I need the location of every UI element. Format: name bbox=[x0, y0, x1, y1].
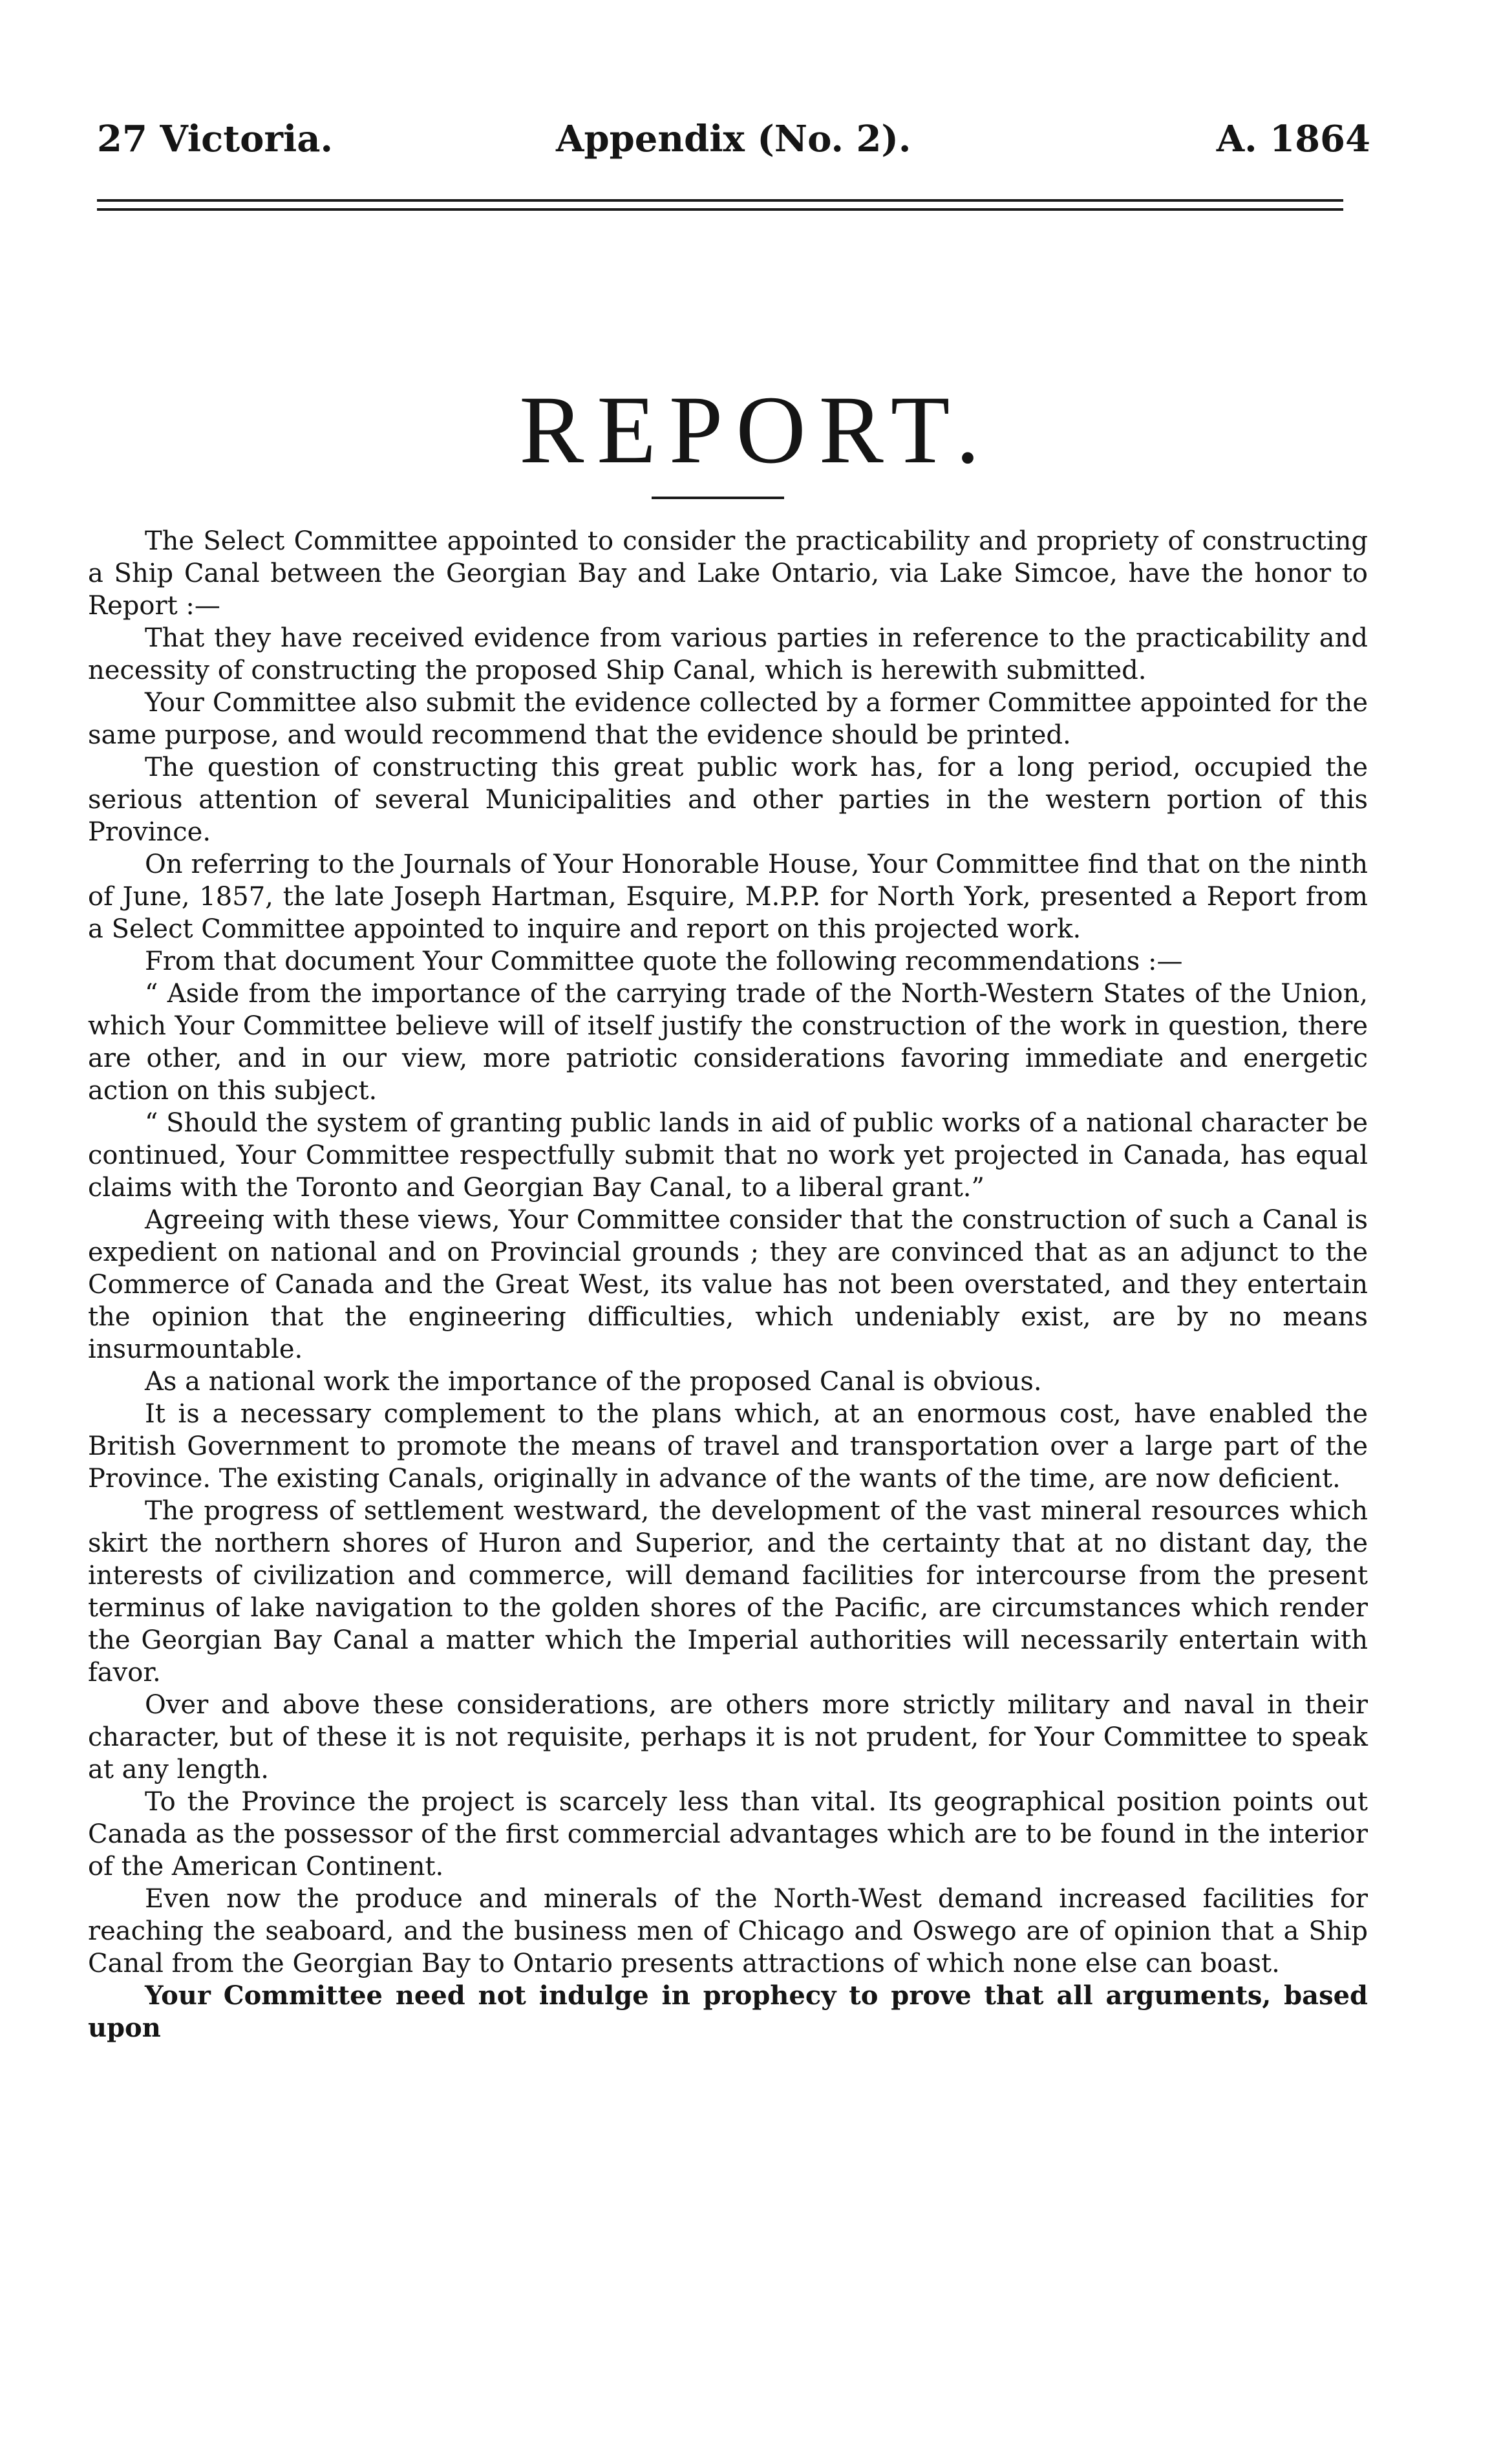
header-appendix: Appendix (No. 2). bbox=[556, 118, 911, 160]
paragraph: That they have received evidence from various parties in reference to the practicability and necessity of constructing the proposed Ship Canal, which is herewith submitted. bbox=[88, 623, 1368, 685]
paragraph: Your Committee need not indulge in prophecy to prove that all arguments, based upon bbox=[88, 1980, 1368, 2043]
quoted-paragraph: “ Aside from the importance of the carrying trade of the North-Western States of the Union, which Your Committee believe will of itself justify the construction of the work in question, there are other, and in our view, more patriotic considerations favoring immediate and energetic action on this subject. bbox=[88, 979, 1368, 1106]
header-session: 27 Victoria. bbox=[97, 118, 334, 160]
paragraph: From that document Your Committee quote the following recommendations :— bbox=[145, 947, 1183, 976]
report-body bbox=[88, 525, 1368, 2044]
paragraph: To the Province the project is scarcely less than vital. Its geographical position points out Canada as the possessor of the first commercial advantages which are to be found in the interior of the American Continent. bbox=[88, 1787, 1368, 1881]
paragraph: It is a necessary complement to the plans which, at an enormous cost, have enabled the British Government to promote the means of travel and transportation over a large part of the Province. The existing Canals, originally in advance of the wants of the time, are now deficient. bbox=[88, 1399, 1368, 1494]
paragraph: Over and above these considerations, are others more strictly military and naval in their character, but of these it is not requisite, perhaps it is not prudent, for Your Committee to speak at any length. bbox=[88, 1690, 1368, 1784]
paragraph: The Select Committee appointed to consider the practicability and propriety of constructing a Ship Canal between the Georgian Bay and Lake Ontario, via Lake Simcoe, have the honor to Report :— bbox=[88, 526, 1368, 621]
paragraph: Even now the produce and minerals of the North-West demand increased facilities for reaching the seaboard, and the business men of Chicago and Oswego are of opinion that a Ship Canal from the Georgian Bay to Ontario presents attractions of which none else can boast. bbox=[88, 1884, 1368, 1978]
paragraph: Your Committee also submit the evidence collected by a former Committee appointed for the same purpose, and would recommend that the evidence should be printed. bbox=[88, 688, 1368, 750]
header-rule-top bbox=[97, 199, 1343, 202]
page-title: REPORT. bbox=[519, 376, 993, 484]
paragraph: On referring to the Journals of Your Honorable House, Your Committee find that on the ninth of June, 1857, the late Joseph Hartman, Esquire, M.P.P. for North York, presented a Report from a Select Committee appointed to inquire and report on this projected work. bbox=[88, 850, 1368, 944]
page-header bbox=[97, 116, 1370, 162]
paragraph: Agreeing with these views, Your Committee consider that the construction of such a Canal is expedient on national and on Provincial grounds ; they are convinced that as an adjunct to the Commerce of Canada and the Great West, its value has not been overstated, and they entertain the opinion that the engineering difficulties, which undeniably exist, are by no means insurmountable. bbox=[88, 1205, 1368, 1364]
header-rule-bottom bbox=[97, 208, 1343, 211]
title-divider bbox=[652, 497, 784, 499]
paragraph: As a national work the importance of the proposed Canal is obvious. bbox=[145, 1367, 1042, 1397]
paragraph: The question of constructing this great public work has, for a long period, occupied the serious attention of several Municipalities and other parties in the western portion of this Province. bbox=[88, 753, 1368, 847]
quoted-paragraph: “ Should the system of granting public lands in aid of public works of a national character be continued, Your Committee respectfully submit that no work yet projected in Canada, has equal claims with the Toronto and Georgian Bay Canal, to a liberal grant.” bbox=[88, 1108, 1368, 1203]
paragraph: The progress of settlement westward, the development of the vast mineral resources which skirt the northern shores of Huron and Superior, and the certainty that at no distant day, the interests of civilization and commerce, will demand facilities for intercourse from the present terminus of lake navigation to the golden shores of the Pacific, are circumstances which render the Georgian Bay Canal a matter which the Imperial authorities will necessarily entertain with favor. bbox=[88, 1496, 1368, 1687]
header-year: A. 1864 bbox=[1216, 118, 1370, 160]
